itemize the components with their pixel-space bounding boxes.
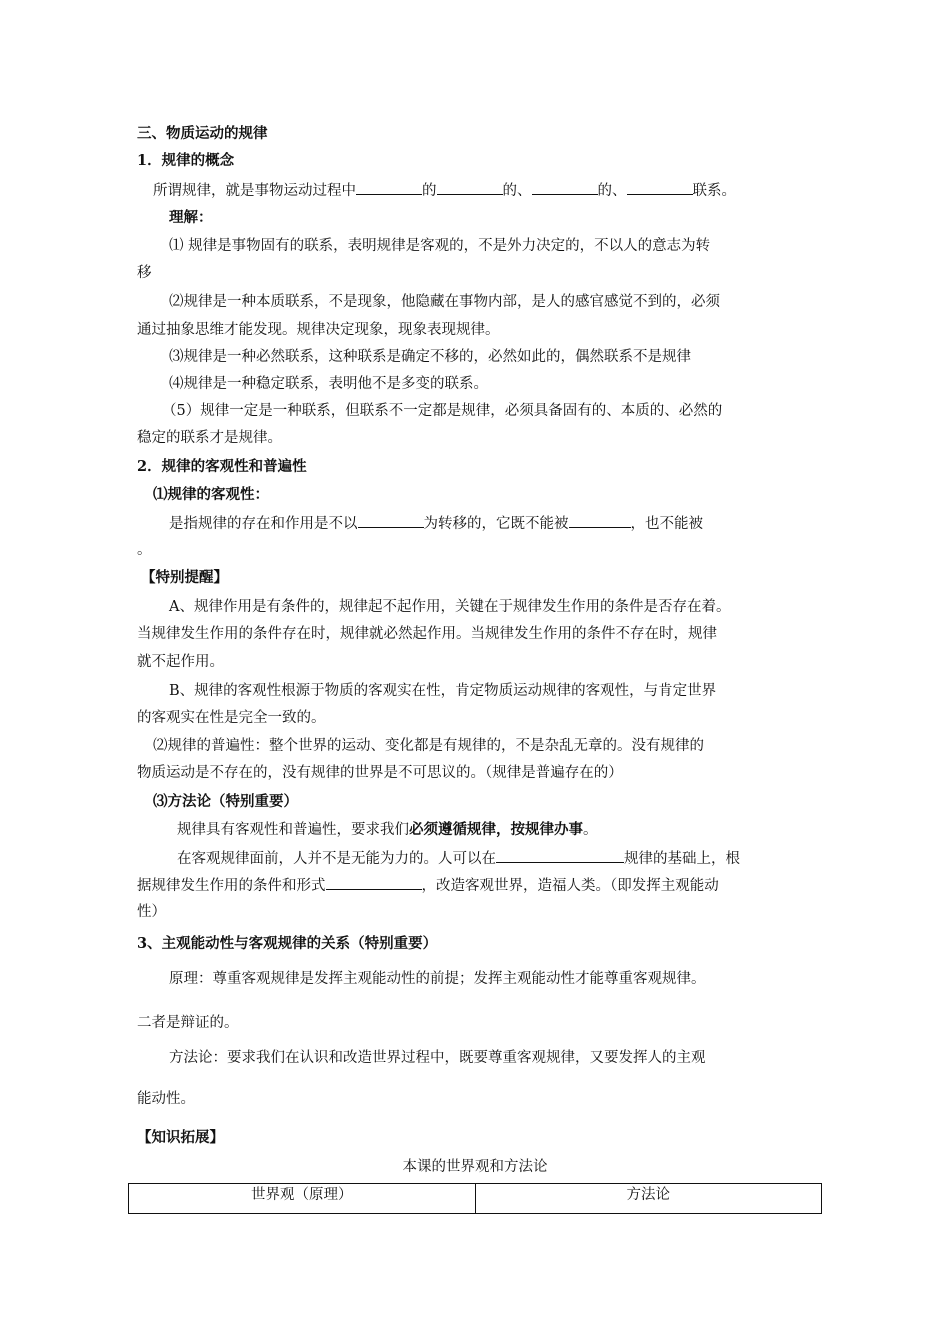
objectivity-line-end: 。	[137, 542, 152, 558]
methodology-text-3: 在客观规律面前，人并不是无能为力的。人可以在	[177, 851, 496, 867]
definition-text-5: 联系。	[692, 183, 736, 199]
fill-blank-will[interactable]	[358, 513, 424, 528]
fill-blank-recognize[interactable]	[496, 848, 624, 863]
definition-line	[153, 180, 736, 201]
universality-line-2: 物质运动是不存在的，没有规律的世界是不可思议的。（规律是普遍存在的）	[137, 765, 623, 781]
methodology-line-2	[177, 848, 740, 869]
special-reminder-label: 【特别提醒】	[141, 569, 228, 586]
table-caption: 本课的世界观和方法论	[402, 1159, 548, 1175]
understand-label: 理解：	[169, 209, 213, 226]
methodology-text-1: 规律具有客观性和普遍性，要求我们	[177, 822, 409, 838]
definition-text-4: 的、	[597, 183, 627, 199]
fill-blank-4[interactable]	[627, 180, 693, 195]
methodology-text-4: 规律的基础上，根	[624, 851, 740, 867]
reminder-a-line-2: 当规律发生作用的条件存在时，规律就必然起作用。当规律发生作用的条件不存在时，规律	[137, 626, 717, 642]
methodology-subtitle: ⑶方法论（特别重要）	[153, 793, 298, 810]
objectivity-text-2: 为转移的，它既不能被	[423, 516, 569, 532]
reminder-b-line-2: 的客观实在性是完全一致的。	[137, 710, 326, 726]
fill-blank-create[interactable]	[569, 513, 631, 528]
methodology-line-3	[137, 875, 719, 896]
reminder-a-line-3: 就不起作用。	[137, 654, 224, 670]
section-2-title: 2．规律的客观性和普遍性	[137, 458, 307, 475]
table-header-worldview: 世界观（原理）	[129, 1184, 476, 1213]
methodology-line-4: 性）	[137, 904, 166, 920]
point-2-line-1: ⑵规律是一种本质联系，不是现象，他隐藏在事物内部，是人的感官感觉不到的，必须	[169, 294, 720, 310]
universality-line-1: ⑵规律的普遍性：整个世界的运动、变化都是有规律的，不是杂乱无章的。没有规律的	[153, 738, 704, 754]
objectivity-subtitle: ⑴规律的客观性：	[153, 486, 269, 503]
section-1-title: 1．规律的概念	[137, 152, 235, 169]
principle-line: 原理：尊重客观规律是发挥主观能动性的前提；发挥主观能动性才能尊重客观规律。	[169, 971, 706, 987]
point-2-line-2: 通过抽象思维才能发现。规律决定现象，现象表现规律。	[137, 322, 500, 338]
definition-text-1: 所谓规律，就是事物运动过程中	[153, 183, 356, 199]
point-5-line-2: 稳定的联系才是规律。	[137, 430, 282, 446]
reminder-a-line-1: A、规律作用是有条件的，规律起不起作用，关键在于规律发生作用的条件是否存在着。	[169, 599, 731, 615]
methodology-text-5: 据规律发生作用的条件和形式	[137, 878, 326, 894]
definition-text-3: 的、	[502, 183, 532, 199]
methodology-emphasis: 必须遵循规律，按规律办事	[409, 821, 583, 838]
method-line-1: 方法论：要求我们在认识和改造世界过程中，既要尊重客观规律，又要发挥人的主观	[169, 1050, 706, 1066]
objectivity-text-1: 是指规律的存在和作用是不以	[169, 516, 358, 532]
fill-blank-3[interactable]	[532, 180, 598, 195]
fill-blank-use[interactable]	[326, 875, 422, 890]
knowledge-extension-label: 【知识拓展】	[137, 1129, 224, 1146]
definition-text-2: 的	[422, 183, 437, 199]
methodology-text-2: 。	[583, 822, 598, 838]
dialectic-line: 二者是辩证的。	[137, 1015, 239, 1031]
worldview-methodology-table	[128, 1183, 822, 1214]
reminder-b-line-1: B、规律的客观性根源于物质的客观实在性，肯定物质运动规律的客观性，与肯定世界	[169, 683, 717, 699]
table-header-methodology: 方法论	[626, 1187, 670, 1203]
point-5-line-1: （5）规律一定是一种联系，但联系不一定都是规律，必须具备固有的、本质的、必然的	[162, 403, 723, 419]
point-4: ⑷规律是一种稳定联系，表明他不是多变的联系。	[169, 376, 488, 392]
point-1-line-1: ⑴ 规律是事物固有的联系，表明规律是客观的，不是外力决定的，不以人的意志为转	[169, 238, 711, 254]
method-line-2: 能动性。	[137, 1091, 195, 1107]
fill-blank-1[interactable]	[356, 180, 422, 195]
fill-blank-2[interactable]	[437, 180, 503, 195]
objectivity-text-3: ，也不能被	[630, 516, 703, 532]
methodology-line-1	[177, 820, 598, 840]
point-3: ⑶规律是一种必然联系，这种联系是确定不移的，必然如此的，偶然联系不是规律	[169, 349, 691, 365]
methodology-text-6: ，改造客观世界，造福人类。（即发挥主观能动	[421, 878, 719, 894]
point-1-line-2: 移	[137, 265, 152, 281]
main-heading: 三、物质运动的规律	[137, 125, 268, 142]
objectivity-line	[169, 513, 703, 534]
section-3-title: 3、主观能动性与客观规律的关系（特别重要）	[137, 935, 438, 952]
